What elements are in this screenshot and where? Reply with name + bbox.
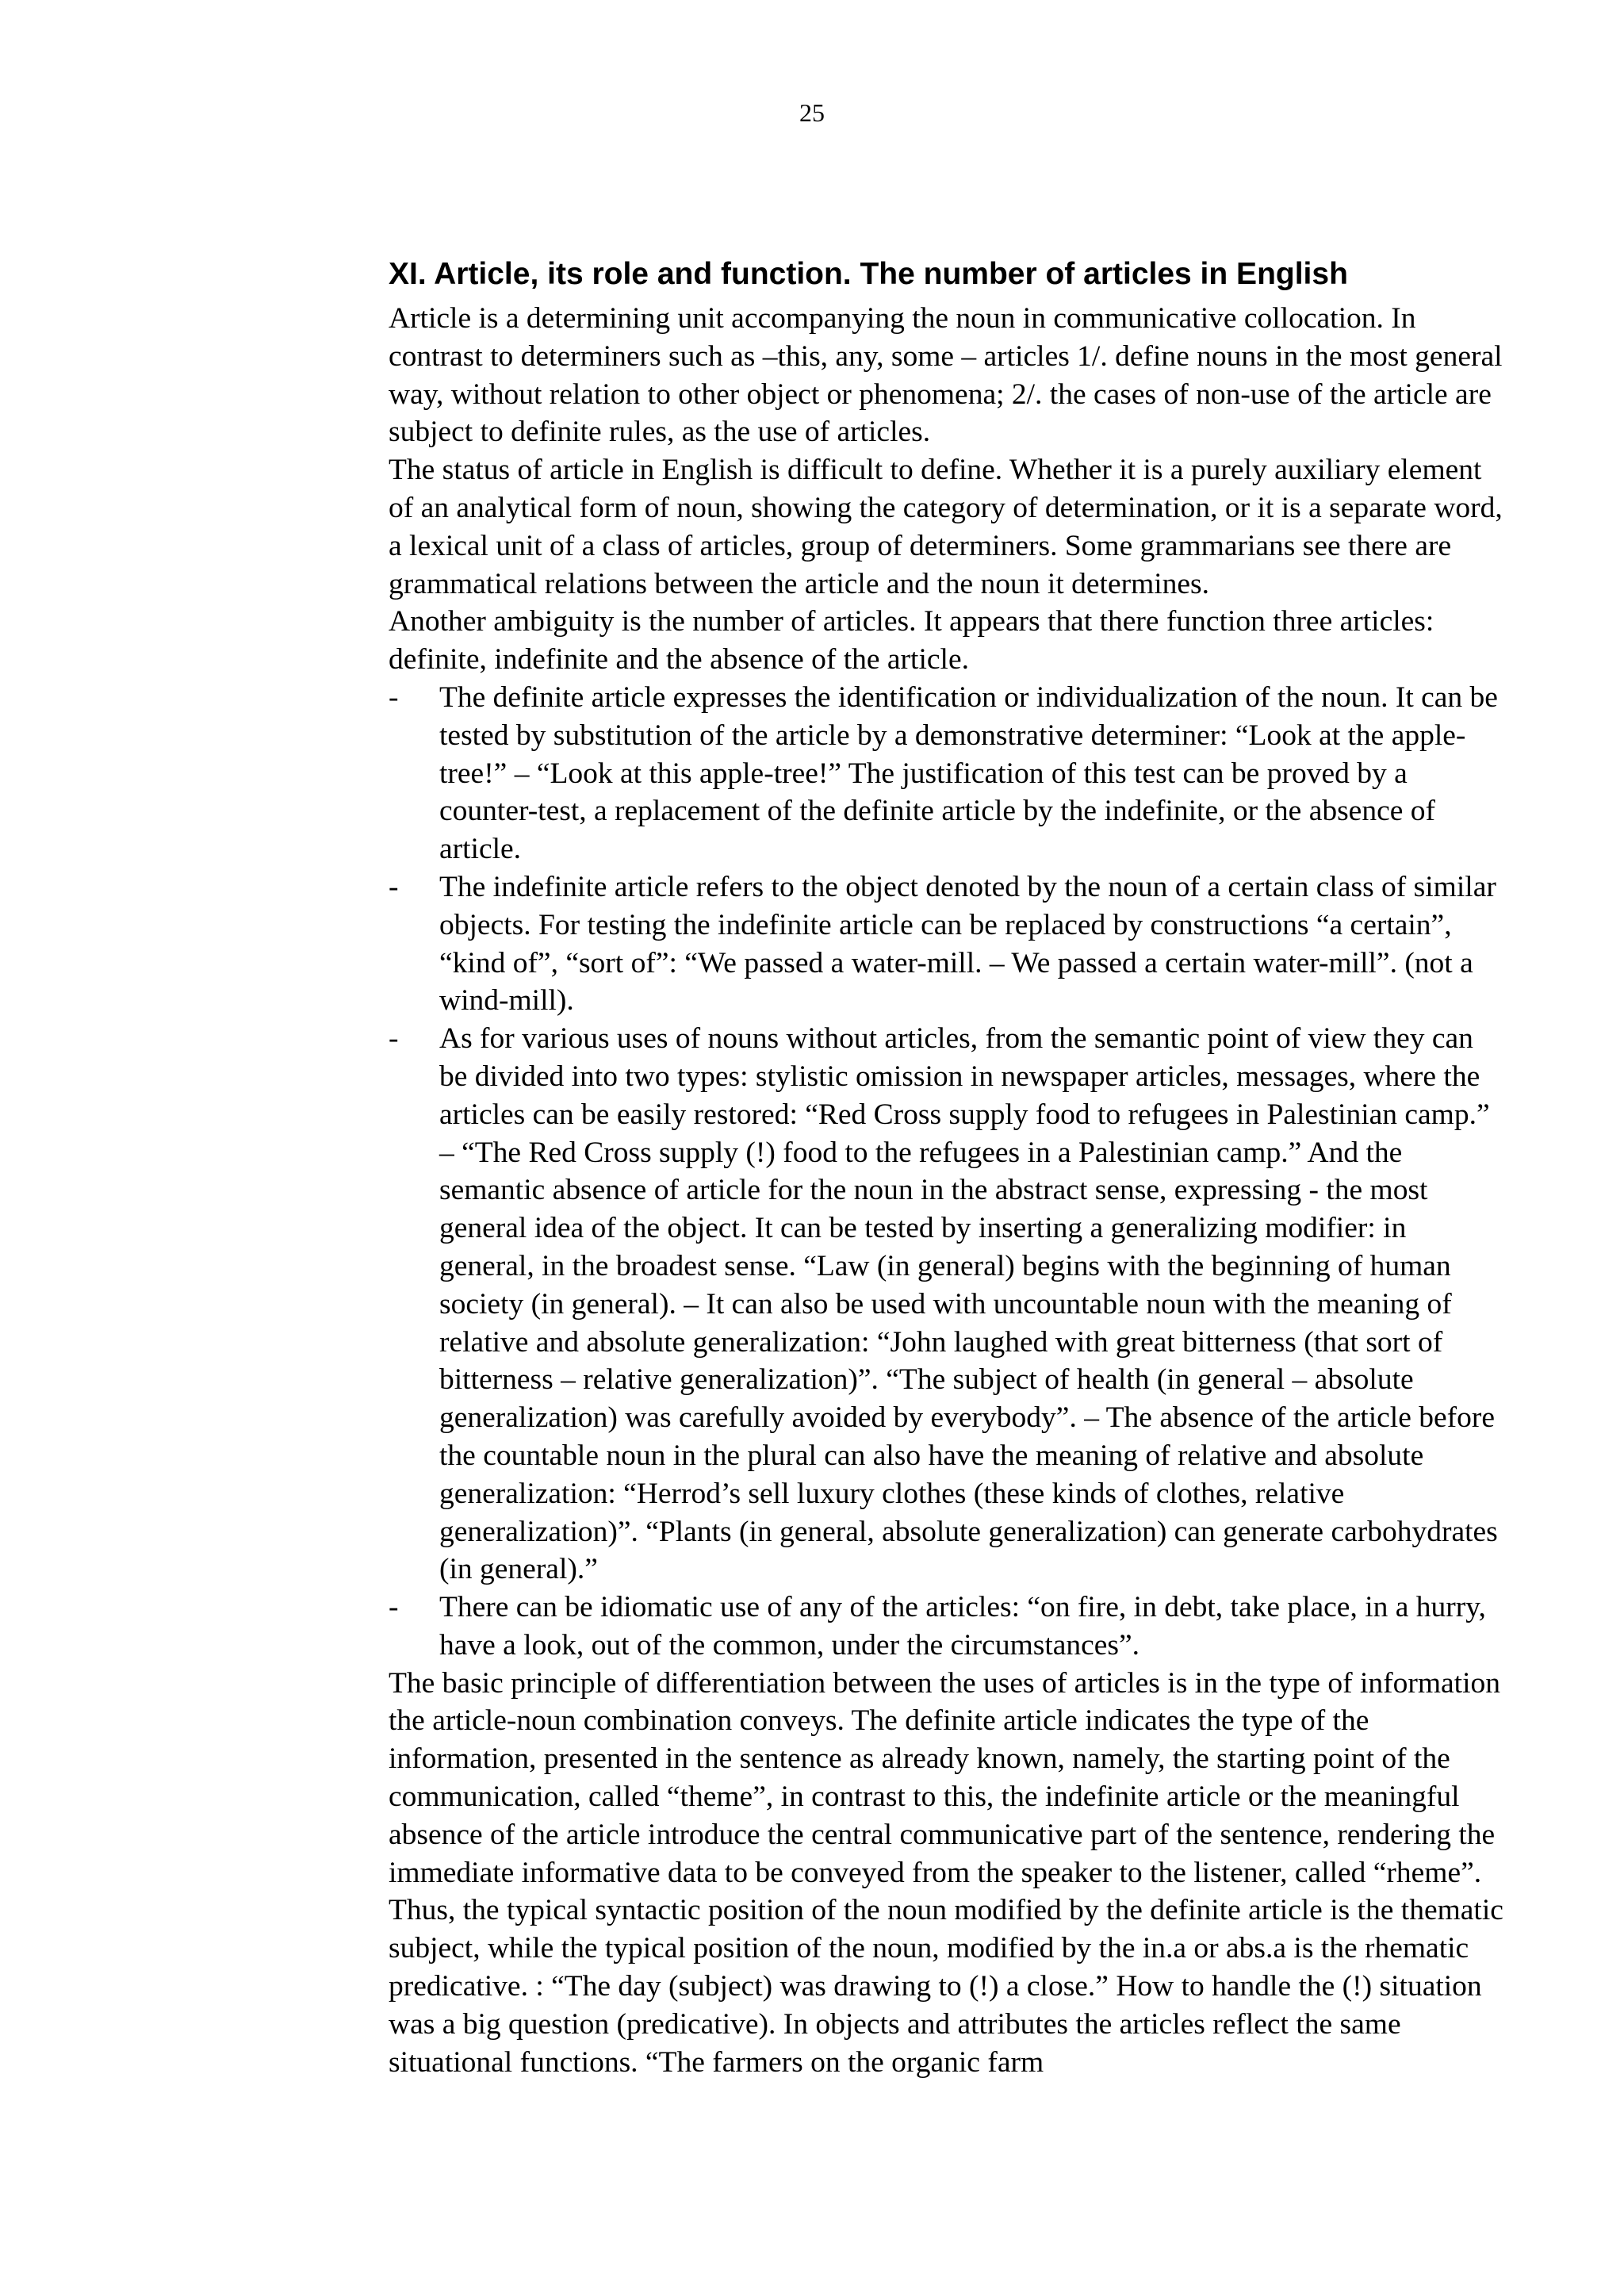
article-types-list [389, 679, 1507, 1665]
list-item-text: There can be idiomatic use of any of the articles: “on fire, in debt, take place, in a hurry, have a look, out of the common, under the circumstances”. [439, 1591, 1486, 1662]
paragraph-article-status: The status of article in English is difficult to define. Whether it is a purely auxiliary element of an analytical form of noun, showing the category of determination, or it is a separate word, a lexical unit of a class of articles, group of determiners. Some grammarians see there are grammatical relations between the article and the noun it determines. [389, 454, 1503, 600]
list-item-indefinite-article [389, 868, 1507, 1020]
paragraph-theme-rheme: The basic principle of differentiation between the uses of articles is in the type of information the article-noun combination conveys. The definite article indicates the type of the information, presented in the sentence as already known, namely, the starting point of the communication, called “theme”, in contrast to this, the indefinite article or the meaningful absence of the article introduce the central communicative part of the sentence, rendering the immediate informative data to be conveyed from the speaker to the listener, called “rheme”. Thus, the typical syntactic position of the noun modified by the definite article is the thematic subject, while the typical position of the noun, modified by the in.a or abs.a is the rhematic predicative. : “The day (subject) was drawing to (!) a close.” How to handle the (!) situation was a big question (predicative). In objects and attributes the articles reflect the same situational functions. “The farmers on the organic farm [389, 1666, 1503, 2079]
document-body [389, 254, 1507, 2081]
list-item-definite-article [389, 679, 1507, 868]
list-item-text: The definite article expresses the identification or individualization of the noun. It can be tested by substitution of the article by a demonstrative determiner: “Look at the apple-tree!” – “Look at this apple-tree!” The justification of this test can be proved by a counter-test, a replacement of the definite article by the indefinite, or the absence of article. [439, 680, 1498, 866]
bullet-dash: - [389, 680, 399, 714]
bullet-dash: - [389, 1591, 399, 1624]
list-item-absence-of-article [389, 1020, 1507, 1589]
list-item-text: As for various uses of nouns without articles, from the semantic point of view they can be divided into two types: stylistic omission in newspaper articles, messages, where the articles can be easily restored: “Red Cross supply food to refugees in Palestinian camp.” – “The Red Cross supply (!) food to the refugees in a Palestinian camp.” And the semantic absence of article for the noun in the abstract sense, expressing - the most general idea of the object. It can be tested by inserting a generalizing modifier: in general, in the broadest sense. “Law (in general) begins with the beginning of human society (in general). – It can also be used with uncountable noun with the meaning of relative and absolute generalization: “John laughed with great bitterness (that sort of bitterness – relative generalization)”. “The subject of health (in general – absolute generalization) was carefully avoided by everybody”. – The absence of the article before the countable noun in the plural can also have the meaning of relative and absolute generalization: “Herrod’s sell luxury clothes (these kinds of clothes, relative generalization)”. “Plants (in general, absolute generalization) can generate carbohydrates (in general).” [439, 1022, 1498, 1586]
page-number: 25 [799, 98, 825, 127]
section-heading: XI. Article, its role and function. The number of articles in English [389, 257, 1348, 291]
paragraph-number-of-articles: Another ambiguity is the number of articles. It appears that there function three articles: definite, indefinite and the absence of the article. [389, 605, 1434, 677]
bullet-dash: - [389, 1022, 399, 1056]
list-item-idiomatic-use [389, 1589, 1507, 1665]
paragraph-article-definition: Article is a determining unit accompanying the noun in communicative collocation. In contrast to determiners such as –this, any, some – articles 1/. define nouns in the most general way, without relation to other object or phenomena; 2/. the cases of non-use of the article are subject to definite rules, as the use of articles. [389, 302, 1503, 449]
bullet-dash: - [389, 870, 399, 903]
list-item-text: The indefinite article refers to the object denoted by the noun of a certain class of similar objects. For testing the indefinite article can be replaced by constructions “a certain”, “kind of”, “sort of”: “We passed a water-mill. – We passed a certain water-mill”. (not a wind-mill). [439, 870, 1496, 1018]
